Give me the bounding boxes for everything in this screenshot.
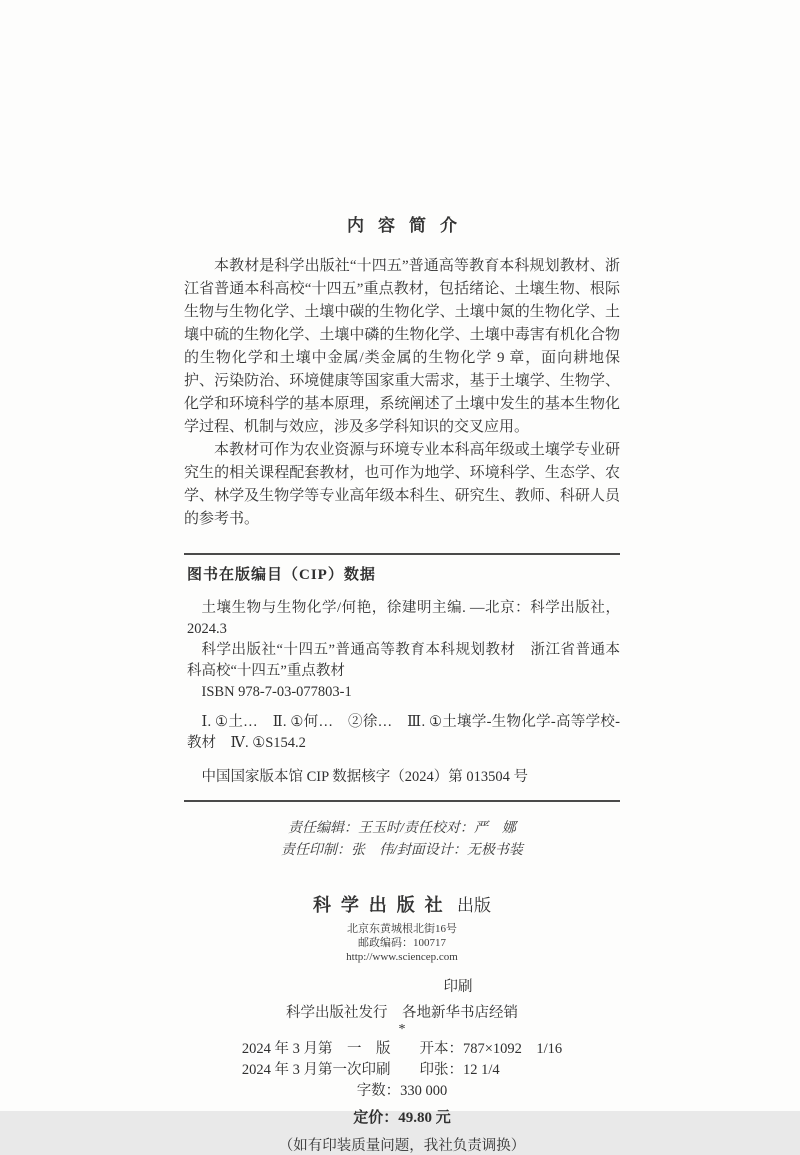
price-line: 定价：49.80 元 xyxy=(353,1110,451,1126)
credits-line-1: 责任编辑：王玉时/责任校对：严 娜 xyxy=(288,821,516,836)
publisher-address-block xyxy=(184,922,620,964)
printer-label: 印刷 xyxy=(443,979,473,995)
edition-line: 2024 年 3 月第 一 版 开本：787×1092 1/16 xyxy=(241,1041,563,1057)
intro-paragraph-2: 本教材可作为农业资源与环境专业本科高年级或土壤学专业研究生的相关课程配套教材，也可作为地学、环境科学、生态学、农学、林学及生物学等专业高年级本科生、研究生、教师、科研人员的参考书。 xyxy=(184,442,620,527)
intro-section xyxy=(184,255,620,531)
publisher-postcode: 邮政编码：100717 xyxy=(358,937,446,949)
credits-section xyxy=(184,818,620,862)
publisher-imprint xyxy=(184,891,620,917)
word-count: 字数：330 000 xyxy=(356,1083,448,1099)
cip-section xyxy=(184,553,620,802)
page-content xyxy=(184,0,620,1155)
separator-star: * xyxy=(398,1022,406,1037)
cip-index-line: Ⅰ. ①土… Ⅱ. ①何… ②徐… Ⅲ. ①土壤学-生物化学-高等学校-教材 Ⅳ. ①S154.2 xyxy=(187,714,620,751)
publisher-suffix: 出版 xyxy=(457,896,491,915)
distribution-line: 科学出版社发行 各地新华书店经销 xyxy=(286,1005,518,1021)
printing-info-block xyxy=(184,1039,620,1081)
publisher-street: 北京东黄城根北街16号 xyxy=(347,923,457,935)
quality-notice: （如有印装质量问题，我社负责调换） xyxy=(278,1138,526,1154)
cip-isbn: ISBN 978-7-03-077803-1 xyxy=(201,684,352,700)
cip-record-line: 中国国家版本馆 CIP 数据核字（2024）第 013504 号 xyxy=(201,769,529,785)
publisher-website: http://www.sciencep.com xyxy=(346,951,458,963)
cip-heading: 图书在版编目（CIP）数据 xyxy=(187,567,376,583)
intro-heading: 内容简介 xyxy=(347,216,471,235)
cip-series-line: 科学出版社“十四五”普通高等教育本科规划教材 浙江省普通本科高校“十四五”重点教材 xyxy=(187,642,620,679)
intro-paragraph-1: 本教材是科学出版社“十四五”普通高等教育本科规划教材、浙江省普通本科高校“十四五”重点教材，包括绪论、土壤生物、根际生物与生物化学、土壤中碳的生物化学、土壤中氮的生物化学、土壤中硫的生物化学、土壤中磷的生物化学、土壤中毒害有机化合物的生物化学和土壤中金属/类金属的生物化学 9 章，面向耕地保护、污染防治、环境健康等国家重大需求，基于土壤学、生物学、化学和环境科学的基本原理，系统阐述了土壤中发生的基本生物化学过程、机制与效应，涉及多学科知识的交叉应用。 xyxy=(184,258,620,435)
publisher-logo-text: 科学出版社 xyxy=(313,895,453,915)
cip-title-line: 土壤生物与生物化学/何艳，徐建明主编. —北京：科学出版社，2024.3 xyxy=(187,600,620,637)
credits-line-2: 责任印制：张 伟/封面设计：无极书装 xyxy=(281,843,523,858)
impression-line: 2024 年 3 月第一次印刷 印张：12 1/4 xyxy=(241,1062,500,1078)
